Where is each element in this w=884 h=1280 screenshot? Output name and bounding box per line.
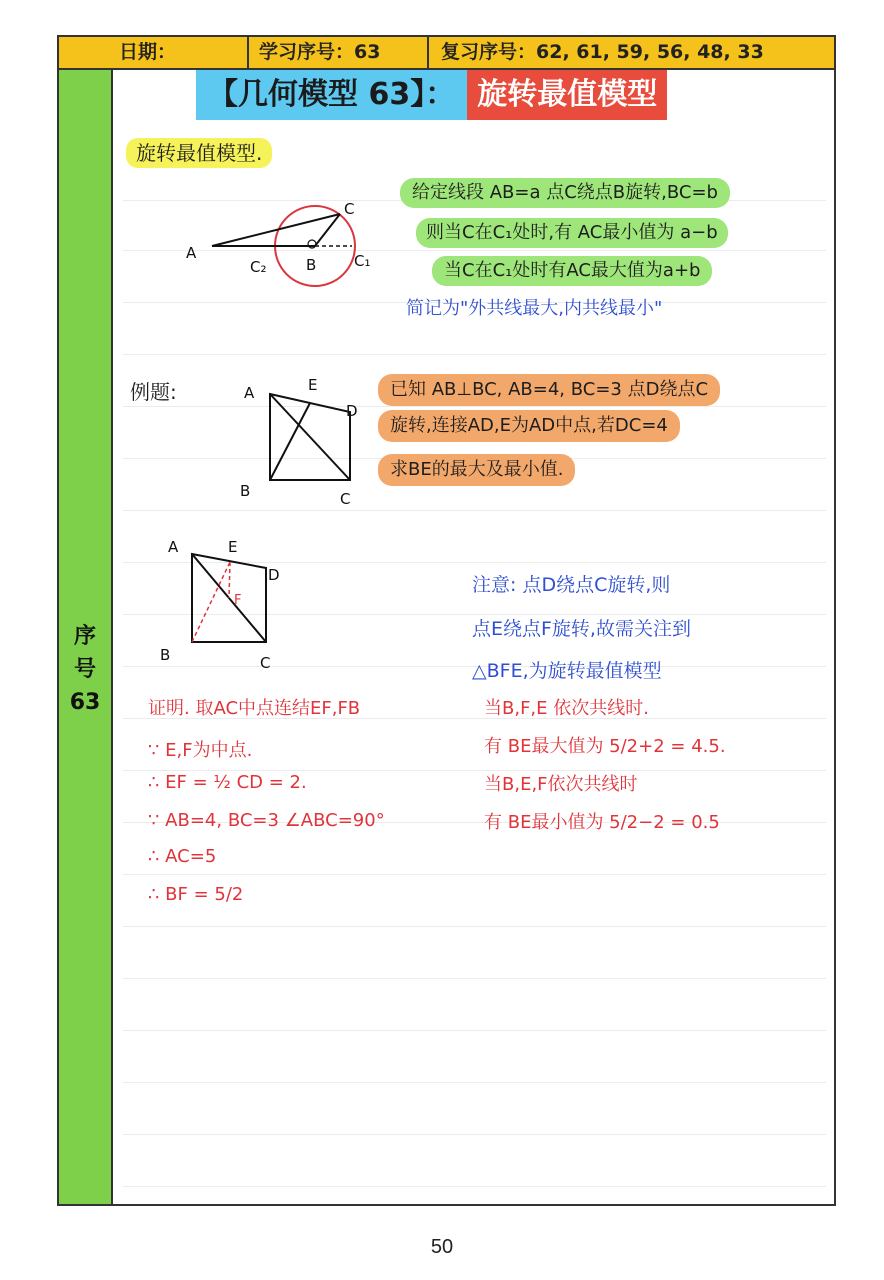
sidebar-label [59, 620, 111, 719]
note-line-1: 注意: 点D绕点C旋转,则 [472, 574, 671, 596]
label-a: A [244, 384, 255, 402]
note-line-3: △BFE,为旋转最值模型 [472, 660, 662, 682]
label-b: B [240, 482, 251, 500]
proof-line-3: ∴ EF = ½ CD = 2. [148, 772, 307, 793]
segment-ac [270, 394, 350, 480]
page-title [196, 70, 667, 120]
label-e: E [228, 538, 238, 556]
result-line-3: 当B,E,F依次共线时 [484, 774, 638, 795]
model-statement-2: 则当C在C₁处时,有 AC最小值为 a−b [416, 218, 728, 248]
example-text-2: 旋转,连接AD,E为AD中点,若DC=4 [378, 410, 680, 442]
model-summary: 简记为"外共线最大,内共线最小" [406, 298, 663, 319]
page-number: 50 [430, 1236, 454, 1258]
example-text-3: 求BE的最大及最小值. [378, 454, 575, 486]
label-a: A [186, 244, 197, 262]
label-b: B [306, 256, 317, 274]
example-text-1: 已知 AB⊥BC, AB=4, BC=3 点D绕点C [378, 374, 720, 406]
study-number: 学习序号：63 [249, 37, 429, 68]
label-c: C [344, 200, 355, 218]
sidebar-line-2: 号 [73, 657, 96, 682]
label-a: A [168, 538, 179, 556]
label-c: C [260, 654, 271, 672]
proof-line-6: ∴ BF = 5/2 [148, 884, 244, 905]
label-e: E [308, 376, 318, 394]
proof-line-2: ∵ E,F为中点. [148, 740, 253, 761]
model-statement-3: 当C在C₁处时有AC最大值为a+b [432, 256, 712, 286]
sidebar [59, 70, 113, 1204]
example-heading: 例题: [130, 380, 177, 404]
label-d: D [268, 566, 280, 584]
label-c2: C₂ [250, 258, 267, 276]
segment-be-red [192, 562, 230, 642]
model-statement-1: 给定线段 AB=a 点C绕点B旋转,BC=b [400, 178, 730, 208]
label-c1: C₁ [354, 252, 371, 270]
result-line-1: 当B,F,E 依次共线时. [484, 698, 649, 719]
segment-ef-red [229, 562, 230, 598]
sidebar-line-1: 序 [73, 624, 96, 649]
proof-line-5: ∴ AC=5 [148, 846, 217, 867]
example-figure [236, 372, 376, 512]
note-line-2: 点E绕点F旋转,故需关注到 [472, 618, 691, 640]
sidebar-line-3: 63 [69, 690, 101, 715]
rotation-circle-figure [180, 196, 380, 296]
label-c: C [340, 490, 351, 508]
result-line-2: 有 BE最大值为 5/2+2 = 4.5. [484, 736, 726, 757]
date-label: 日期： [59, 37, 249, 68]
result-line-4: 有 BE最小值为 5/2−2 = 0.5 [484, 812, 720, 833]
review-numbers: 复习序号：62, 61, 59, 56, 48, 33 [441, 41, 764, 63]
title-part-2: 旋转最值模型 [467, 70, 667, 120]
label-d: D [346, 402, 358, 420]
proof-line-4: ∵ AB=4, BC=3 ∠ABC=90° [148, 810, 385, 831]
title-part-1: 【几何模型 63】： [196, 70, 467, 120]
proof-line-1: 证明. 取AC中点连结EF,FB [148, 698, 361, 719]
label-b: B [160, 646, 171, 664]
solution-figure [156, 532, 296, 672]
header-bar [59, 37, 834, 70]
label-f: F [234, 593, 242, 608]
section-heading: 旋转最值模型. [126, 138, 272, 168]
